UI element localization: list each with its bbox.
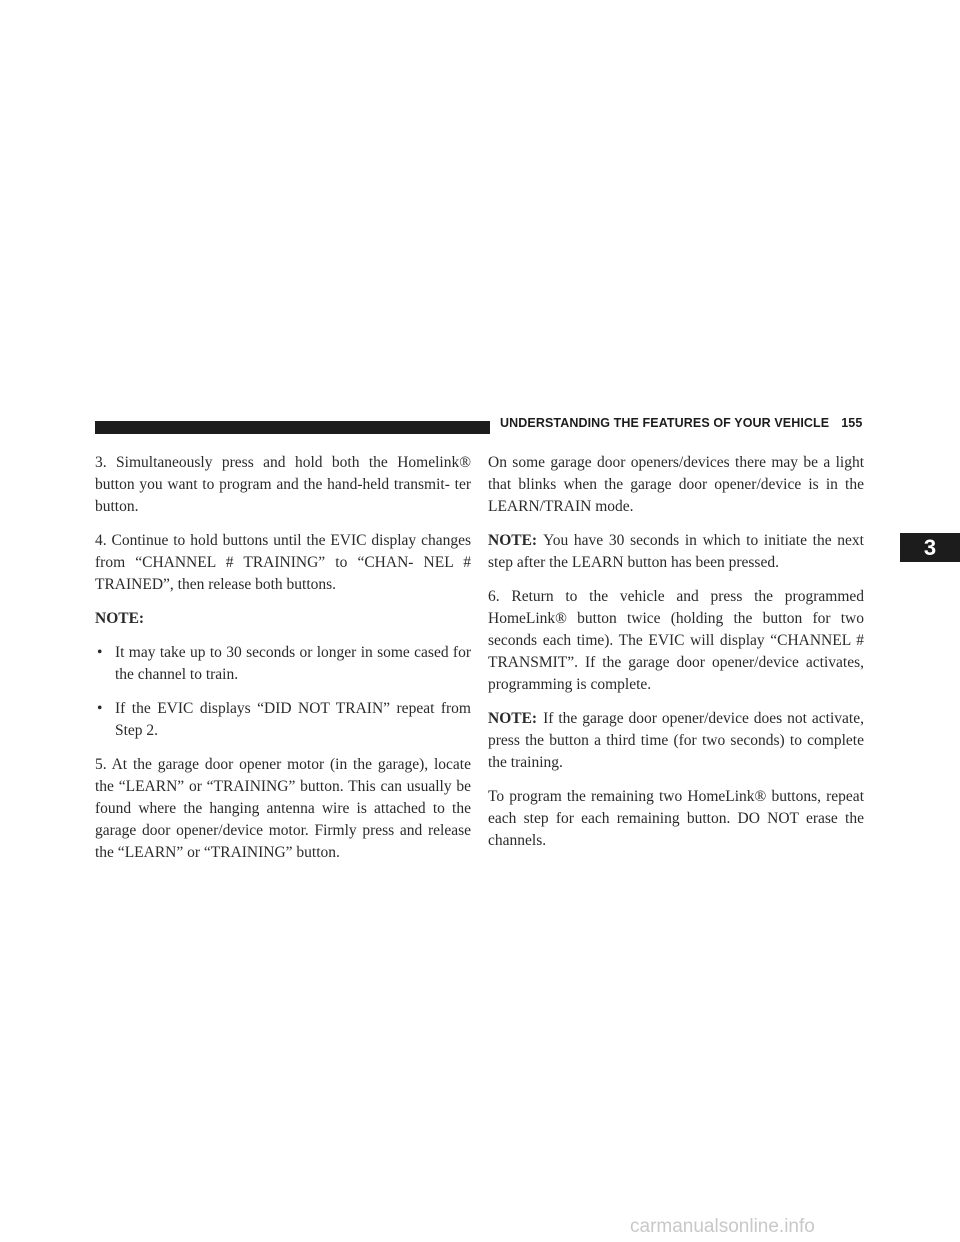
step-5-paragraph: 5. At the garage door opener motor (in the garage), locate the “LEARN” or “TRAINING” button. This can usually be found where the hanging antenna wire is attached to the garage door opener/device motor. Firmly press and release the “LEARN” or “TRAINING” button. (95, 756, 471, 861)
note-30-seconds (488, 530, 864, 574)
learn-light-paragraph: On some garage door openers/devices there may be a light that blinks when the garage door opener/device is in the LEARN/TRAIN mode. (488, 454, 864, 515)
bullet-text: It may take up to 30 seconds or longer in some cased for the channel to train. (115, 644, 471, 683)
step-3-paragraph: 3. Simultaneously press and hold both the Homelink® button you want to program and the hand-held transmit- ter button. (95, 454, 471, 515)
note-bullet-item (95, 698, 471, 742)
bullet-icon: • (97, 644, 103, 661)
section-title: UNDERSTANDING THE FEATURES OF YOUR VEHICLE (500, 416, 830, 430)
running-header (500, 416, 863, 430)
header-bar (95, 421, 490, 434)
note-label: NOTE: (488, 532, 538, 549)
note-heading: NOTE: (95, 610, 145, 627)
bullet-text: If the EVIC displays “DID NOT TRAIN” repeat from Step 2. (115, 700, 471, 739)
left-column (95, 452, 471, 876)
remaining-buttons-paragraph: To program the remaining two HomeLink® buttons, repeat each step for each remaining button. DO NOT erase the channels. (488, 788, 864, 849)
bullet-icon: • (97, 700, 103, 717)
note-label: NOTE: (488, 710, 538, 727)
step-6-paragraph: 6. Return to the vehicle and press the programmed HomeLink® button twice (holding the button for two seconds each time). The EVIC will display “CHANNEL # TRANSMIT”. If the garage door opener/device activates, programming is complete. (488, 588, 864, 693)
note-bullet-list (95, 642, 471, 742)
right-column (488, 452, 864, 864)
chapter-tab: 3 (900, 533, 960, 562)
note-text: If the garage door opener/device does not activate, press the button a third time (for two seconds) to complete the training. (488, 710, 864, 771)
note-text: You have 30 seconds in which to initiate the next step after the LEARN button has been pressed. (488, 532, 864, 571)
note-third-time (488, 708, 864, 774)
note-bullet-item (95, 642, 471, 686)
page-number: 155 (841, 416, 863, 430)
watermark: carmanualsonline.info (630, 1216, 815, 1237)
step-4-paragraph: 4. Continue to hold buttons until the EVIC display changes from “CHANNEL # TRAINING” to “CHAN- NEL # TRAINED”, then release both buttons. (95, 532, 471, 593)
